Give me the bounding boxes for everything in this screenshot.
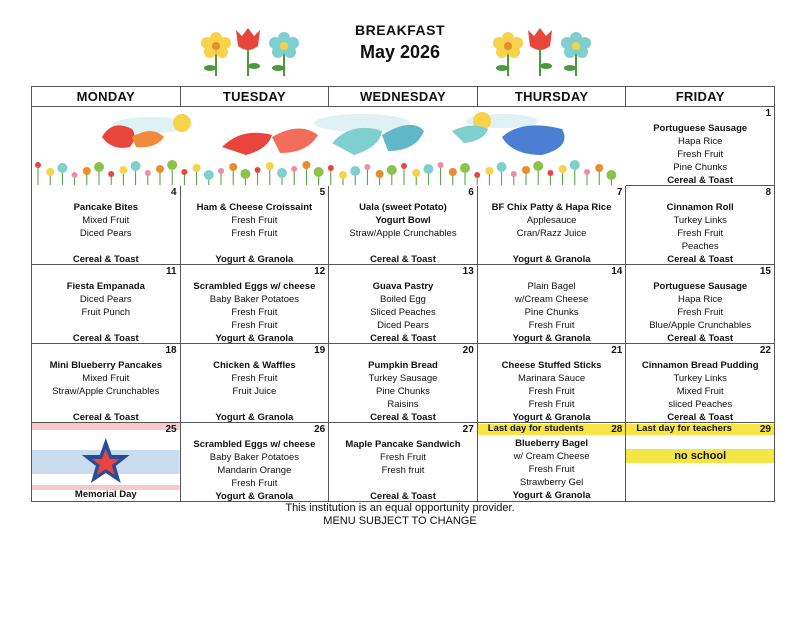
menu-item: Fresh Fruit xyxy=(528,399,575,410)
menu-item: Cereal & Toast xyxy=(370,333,436,344)
menu-item-main: Portuguese Sausage xyxy=(653,123,748,134)
menu-item-main: Chicken & Waffles xyxy=(213,360,296,371)
menu-item: Applesauce xyxy=(526,215,577,226)
menu-item: Fresh Fruit xyxy=(677,307,724,318)
menu-item: Cereal & Toast xyxy=(667,254,734,265)
menu-item: Cereal & Toast xyxy=(667,175,734,186)
day-number: 19 xyxy=(314,345,326,356)
menu-item: Fresh Fruit xyxy=(231,478,278,489)
menu-item: w/ Cream Cheese xyxy=(513,451,590,462)
day-cell xyxy=(329,344,478,423)
menu-item: Baby Baker Potatoes xyxy=(209,452,300,463)
page-header xyxy=(0,18,800,88)
menu-item: Turkey Links xyxy=(673,215,727,226)
menu-item: Cereal & Toast xyxy=(370,254,436,265)
menu-item: Fresh Fruit xyxy=(380,452,426,463)
flowers-icon xyxy=(488,24,598,82)
menu-item: Fresh Fruit xyxy=(231,307,278,318)
day-number: 7 xyxy=(616,187,623,198)
menu-calendar xyxy=(31,86,775,502)
week-row xyxy=(32,186,775,265)
week-row xyxy=(32,265,775,344)
weekday-header: WEDNESDAY xyxy=(329,87,478,107)
weekday-header: MONDAY xyxy=(32,87,181,107)
day-cell-content xyxy=(329,423,477,501)
menu-item: Fresh Fruit xyxy=(231,215,278,226)
footer-equal-opportunity: This institution is an equal opportunity provider. xyxy=(285,502,515,514)
menu-item: Strawberry Gel xyxy=(519,477,584,488)
day-cell xyxy=(180,265,329,344)
menu-item: Baby Baker Potatoes xyxy=(209,294,300,305)
menu-item: Blue/Apple Crunchables xyxy=(649,320,752,331)
menu-item-main: Plain Bagel xyxy=(527,281,576,292)
menu-item-main: Cinnamon Roll xyxy=(666,202,734,213)
menu-item: Turkey Links xyxy=(673,373,727,384)
menu-item: Yogurt & Granola xyxy=(215,412,294,423)
menu-item: Cereal & Toast xyxy=(72,412,139,423)
day-number: 6 xyxy=(468,187,474,198)
menu-item: Pine Chunks xyxy=(376,386,430,397)
menu-item-main: Scrambled Eggs w/ cheese xyxy=(193,439,316,450)
menu-item: Hapa Rice xyxy=(678,136,723,147)
menu-item: Yogurt & Granola xyxy=(512,490,591,501)
day-cell-content xyxy=(329,344,477,422)
menu-item: Diced Pears xyxy=(79,228,132,239)
menu-item: Yogurt Bowl xyxy=(375,215,431,226)
day-cell-content xyxy=(32,344,180,422)
day-cell-content xyxy=(181,344,329,422)
day-cell xyxy=(477,265,626,344)
day-cell xyxy=(626,107,775,186)
menu-item: w/Cream Cheese xyxy=(514,294,589,305)
day-cell xyxy=(477,186,626,265)
day-cell xyxy=(626,186,775,265)
menu-item: Diced Pears xyxy=(79,294,132,305)
menu-item: Hapa Rice xyxy=(678,294,723,305)
menu-item: Cereal & Toast xyxy=(370,412,436,423)
day-cell xyxy=(477,423,626,502)
day-number: 27 xyxy=(462,424,474,435)
menu-item: Fruit Punch xyxy=(81,307,131,318)
menu-item: Fresh Fruit xyxy=(677,228,724,239)
menu-item: Straw/Apple Crunchables xyxy=(349,228,457,239)
day-number: 21 xyxy=(611,345,623,356)
page-subtitle: May 2026 xyxy=(359,42,441,62)
menu-item: Fresh Fruit xyxy=(677,149,724,160)
menu-item-main: Ham & Cheese Croissaint xyxy=(196,202,313,213)
spring-banner-illustration xyxy=(32,107,626,186)
day-cell xyxy=(626,344,775,423)
day-number: 14 xyxy=(611,266,623,277)
day-number: 8 xyxy=(765,187,771,198)
day-number: 11 xyxy=(166,266,177,277)
menu-item-main: Cinnamon Bread Pudding xyxy=(641,360,759,371)
weekday-header: THURSDAY xyxy=(477,87,626,107)
day-cell xyxy=(180,344,329,423)
day-cell-content xyxy=(478,186,626,264)
footer-menu-subject: MENU SUBJECT TO CHANGE xyxy=(323,515,477,527)
menu-item: Yogurt & Granola xyxy=(215,491,294,502)
menu-item-main: Scrambled Eggs w/ cheese xyxy=(193,281,316,292)
menu-item: Yogurt & Granola xyxy=(512,254,591,265)
day-cell-content xyxy=(181,423,329,501)
day-cell xyxy=(180,423,329,502)
day-cell-content xyxy=(329,265,477,343)
menu-item: Fresh Fruit xyxy=(231,373,278,384)
day-number: 22 xyxy=(759,345,771,356)
menu-item: Pine Chunks xyxy=(524,307,579,318)
day-cell xyxy=(32,265,181,344)
menu-item: Yogurt & Granola xyxy=(512,412,591,423)
day-note: Last day for students xyxy=(487,423,584,434)
menu-item-main: Cheese Stuffed Sticks xyxy=(501,360,602,371)
menu-item: Fresh fruit xyxy=(381,465,425,476)
week-row xyxy=(32,107,775,186)
menu-item-main: Pancake Bites xyxy=(73,202,139,213)
page-title: BREAKFAST xyxy=(354,22,446,38)
menu-item: Mixed Fruit xyxy=(82,373,130,384)
menu-item: Cran/Razz Juice xyxy=(516,228,587,239)
day-cell-content xyxy=(626,107,774,185)
day-cell-content xyxy=(329,186,477,264)
day-cell-content xyxy=(626,423,774,501)
day-number: 4 xyxy=(171,187,177,198)
day-cell xyxy=(477,344,626,423)
menu-item: Cereal & Toast xyxy=(667,333,734,344)
day-cell xyxy=(32,423,181,502)
day-number: 13 xyxy=(462,266,474,277)
menu-item-main: Mini Blueberry Pancakes xyxy=(49,360,163,371)
flowers-icon xyxy=(196,24,306,82)
day-number: 1 xyxy=(765,108,771,119)
menu-item: Yogurt & Granola xyxy=(512,333,591,344)
menu-item: Cereal & Toast xyxy=(370,491,436,502)
day-cell xyxy=(329,265,478,344)
day-cell xyxy=(329,186,478,265)
day-number: 18 xyxy=(165,345,177,356)
day-cell-content xyxy=(626,344,774,422)
day-cell-content xyxy=(626,265,774,343)
menu-item: Fresh Fruit xyxy=(231,228,278,239)
menu-item: Sliced Peaches xyxy=(370,307,436,318)
menu-item: Raisins xyxy=(387,399,419,410)
day-cell-content xyxy=(181,186,329,264)
weekday-header-row xyxy=(32,87,775,107)
menu-item-main: Guava Pastry xyxy=(372,281,434,292)
title-block xyxy=(300,22,500,63)
day-cell-content xyxy=(32,423,180,501)
menu-item: Boiled Egg xyxy=(380,294,426,305)
menu-item: sliced Peaches xyxy=(668,399,733,410)
day-number: 25 xyxy=(165,424,177,435)
day-cell-content xyxy=(32,265,180,343)
menu-item: Fresh Fruit xyxy=(528,320,575,331)
menu-item: Cereal & Toast xyxy=(72,254,139,265)
menu-item: Fresh Fruit xyxy=(528,464,575,475)
day-number: 5 xyxy=(319,187,326,198)
week-row xyxy=(32,344,775,423)
day-number: 15 xyxy=(759,266,771,277)
day-cell-content xyxy=(626,186,774,264)
day-cell-content xyxy=(478,344,626,422)
week-row xyxy=(32,423,775,502)
day-cell-content xyxy=(478,265,626,343)
day-number: 29 xyxy=(759,424,771,435)
weekday-header: FRIDAY xyxy=(626,87,775,107)
no-school-label: no school xyxy=(674,450,727,462)
menu-item: Diced Pears xyxy=(377,320,429,331)
spring-banner-cell xyxy=(32,107,626,186)
menu-item-main: Maple Pancake Sandwich xyxy=(345,439,461,450)
day-cell-content xyxy=(478,423,626,501)
menu-item-main: Blueberry Bagel xyxy=(515,438,589,449)
menu-item: Straw/Apple Crunchables xyxy=(52,386,160,397)
day-cell xyxy=(329,423,478,502)
day-cell xyxy=(180,186,329,265)
day-number: 28 xyxy=(611,424,623,435)
menu-item: Mixed Fruit xyxy=(82,215,130,226)
menu-item: Cereal & Toast xyxy=(667,412,734,423)
day-cell xyxy=(626,265,775,344)
day-number: 12 xyxy=(314,266,326,277)
menu-item-main: Uala (sweet Potato) xyxy=(359,202,447,213)
menu-item: Fresh Fruit xyxy=(528,386,575,397)
day-cell xyxy=(32,344,181,423)
day-number: 26 xyxy=(314,424,326,435)
day-note: Last day for teachers xyxy=(636,423,732,434)
menu-item: Cereal & Toast xyxy=(72,333,139,344)
day-cell xyxy=(32,186,181,265)
day-cell-content xyxy=(181,265,329,343)
menu-item: Pine Chunks xyxy=(673,162,728,173)
menu-item-main: Pumpkin Bread xyxy=(368,360,438,371)
menu-item: Fruit Juice xyxy=(232,386,277,397)
menu-item-main: Fiesta Empanada xyxy=(66,281,145,292)
menu-item: Mixed Fruit xyxy=(676,386,724,397)
menu-item: Mandarin Orange xyxy=(217,465,292,476)
menu-item: Fresh Fruit xyxy=(231,320,278,331)
menu-item: Peaches xyxy=(681,241,719,252)
menu-item: Yogurt & Granola xyxy=(215,333,294,344)
day-cell-content xyxy=(32,186,180,264)
menu-item: Turkey Sausage xyxy=(368,373,438,384)
menu-item-main: Portuguese Sausage xyxy=(653,281,748,292)
day-number: 20 xyxy=(462,345,474,356)
menu-item-main: BF Chix Patty & Hapa Rice xyxy=(491,202,612,213)
day-cell xyxy=(626,423,775,502)
calendar-body xyxy=(32,107,775,502)
holiday-label: Memorial Day xyxy=(74,489,137,500)
weekday-header: TUESDAY xyxy=(180,87,329,107)
menu-item: Marinara Sauce xyxy=(518,373,586,384)
menu-item: Yogurt & Granola xyxy=(215,254,294,265)
